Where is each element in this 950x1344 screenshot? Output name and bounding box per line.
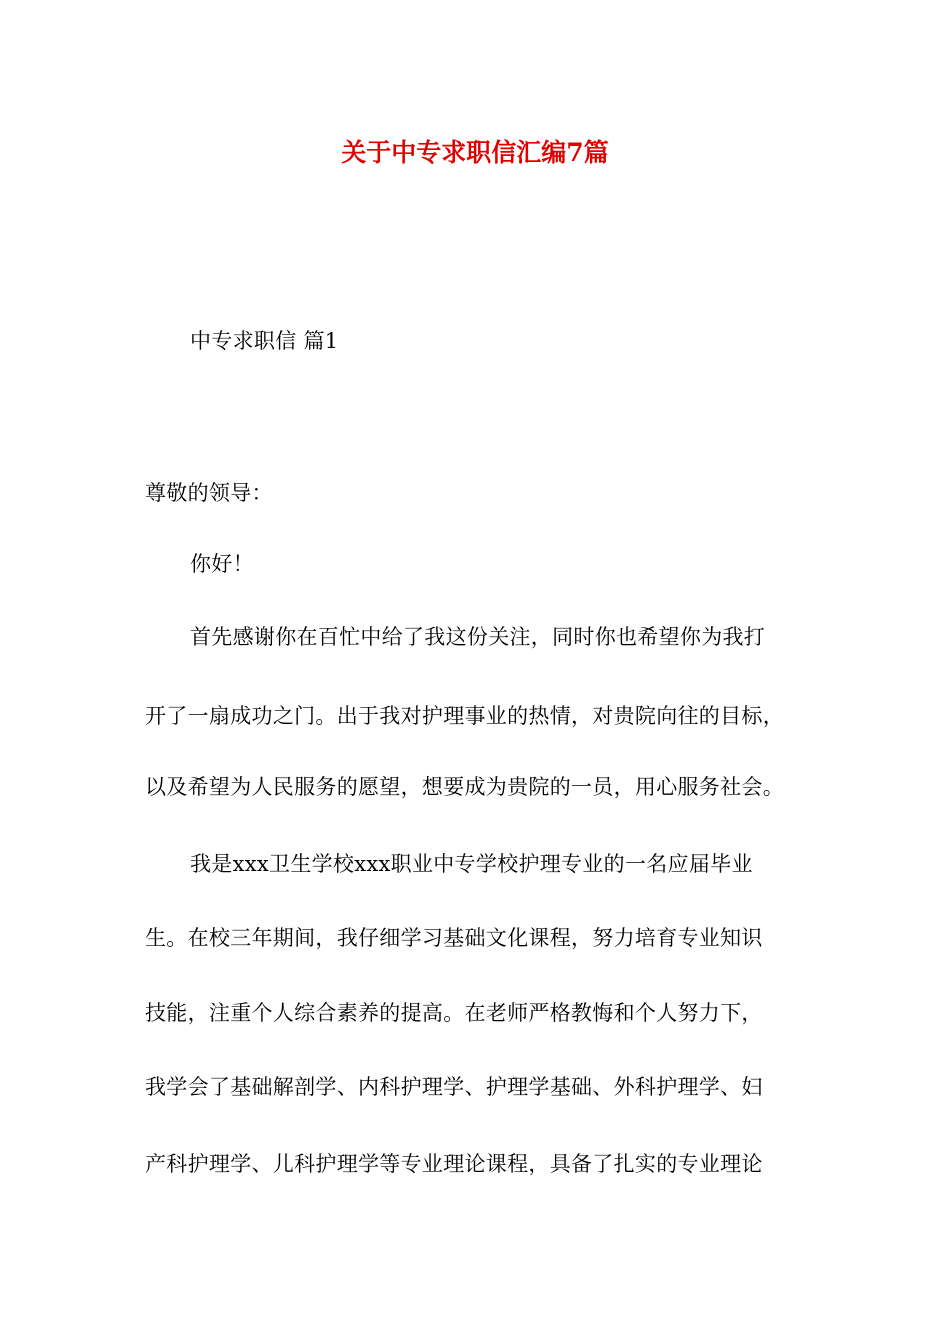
paragraph-line: 我学会了基础解剖学、内科护理学、护理学基础、外科护理学、妇 [145, 1075, 763, 1099]
paragraph-line: 生。在校三年期间，我仔细学习基础文化课程，努力培育专业知识 [145, 926, 763, 950]
greeting: 你好！ [190, 552, 254, 576]
paragraph-line: 开了一扇成功之门。出于我对护理事业的热情，对贵院向往的目标， [145, 704, 784, 728]
paragraph-line: 以及希望为人民服务的愿望，想要成为贵院的一员，用心服务社会。 [145, 775, 784, 799]
paragraph-line: 产科护理学、儿科护理学等专业理论课程，具备了扎实的专业理论 [145, 1152, 763, 1176]
section-heading: 中专求职信 篇1 [190, 329, 339, 353]
paragraph-line: 我是xxx卫生学校xxx职业中专学校护理专业的一名应届毕业 [190, 852, 753, 876]
paragraph-line: 技能，注重个人综合素养的提高。在老师严格教悔和个人努力下， [145, 1001, 763, 1025]
salutation: 尊敬的领导： [145, 481, 273, 505]
document-title: 关于中专求职信汇编7篇 [341, 138, 609, 167]
paragraph-line: 首先感谢你在百忙中给了我这份关注，同时你也希望你为我打 [190, 625, 766, 649]
